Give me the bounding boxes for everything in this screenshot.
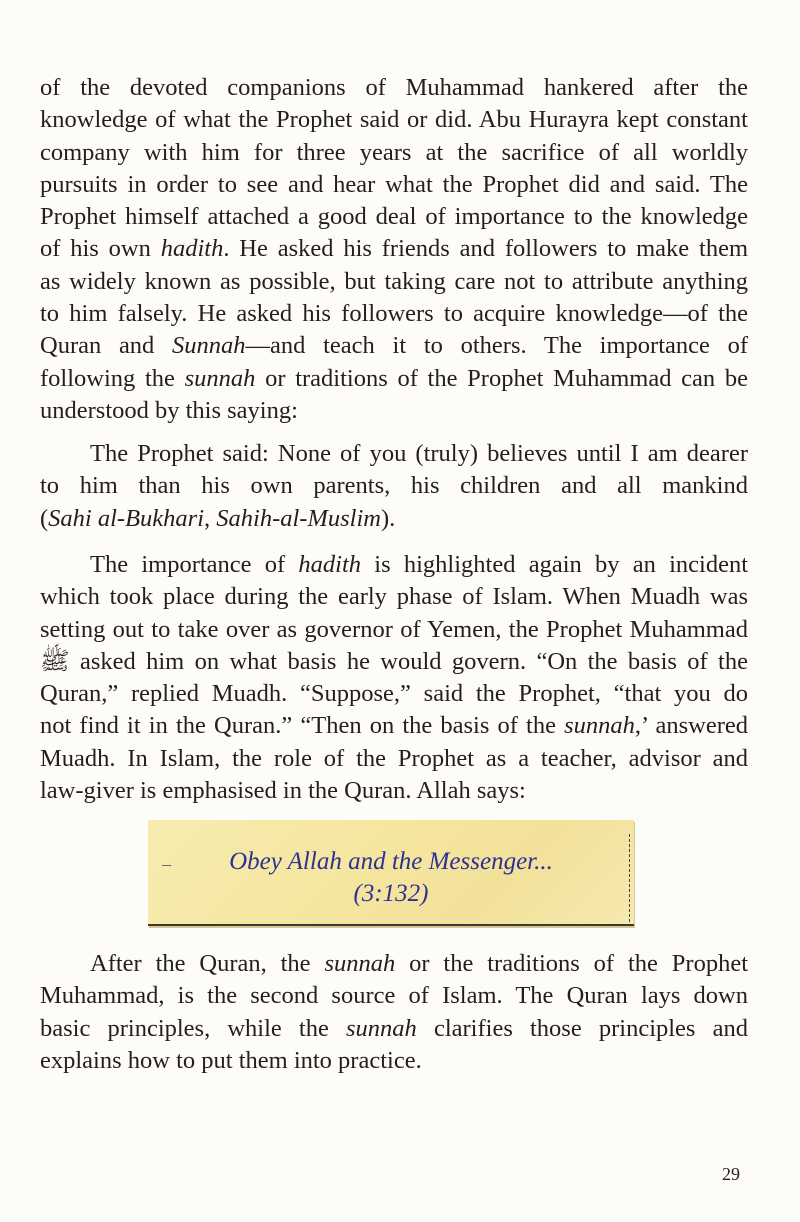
text-segment: clarifies those principles and xyxy=(416,1014,748,1042)
italic-term: sunnah xyxy=(564,712,635,740)
text-line xyxy=(40,72,748,104)
text-segment: Muadh. In Islam, the role of the Prophet as a teacher, advisor and xyxy=(40,744,748,772)
text-segment: or traditions of the Prophet Muhammad can be xyxy=(255,364,748,392)
text-line xyxy=(40,549,748,581)
text-line xyxy=(40,395,748,427)
italic-term: hadith xyxy=(160,235,224,263)
text-segment: The Prophet said: None of you (truly) believes until I am dearer xyxy=(90,440,748,467)
text-segment: following the xyxy=(40,364,185,392)
text-line xyxy=(40,363,748,395)
paragraph-companions xyxy=(40,72,748,427)
text-line xyxy=(40,298,748,330)
text-line xyxy=(40,266,748,298)
text-line xyxy=(40,104,748,136)
paragraph-muadh-incident xyxy=(40,549,748,807)
text-segment: pursuits in order to see and hear what the Prophet did and said. The xyxy=(40,170,748,198)
text-line xyxy=(40,948,748,980)
text-line xyxy=(40,330,748,362)
quote-dash-mark: – xyxy=(162,854,171,874)
text-segment: not find it in the Quran.” “Then on the basis of the xyxy=(40,712,565,740)
text-segment: basic principles, while the xyxy=(40,1014,347,1042)
torn-edge-decoration xyxy=(627,834,630,922)
text-line xyxy=(40,1045,748,1077)
text-line xyxy=(40,743,748,775)
text-line xyxy=(40,678,748,710)
text-line xyxy=(40,1013,748,1045)
italic-term: sunnah xyxy=(184,364,256,392)
text-line xyxy=(40,470,748,502)
text-segment: to him than his own parents, his children and all mankind xyxy=(40,472,748,500)
text-segment: company with him for three years at the sacrifice of all worldly xyxy=(40,138,748,166)
text-line xyxy=(40,438,748,470)
italic-term: Sahih-al-Muslim xyxy=(216,504,381,532)
text-segment: The importance of xyxy=(90,551,299,578)
text-segment: —and teach it to others. The importance of xyxy=(245,332,748,360)
text-segment: to him falsely. He asked his followers to acquire knowledge—of the xyxy=(40,300,748,328)
text-segment: of his own xyxy=(40,235,161,263)
italic-term: sunnah xyxy=(324,950,396,977)
text-segment: explains how to put them into practice. xyxy=(40,1046,422,1074)
text-line xyxy=(40,581,748,613)
text-segment: knowledge of what the Prophet said or did. Abu Hurayra kept constant xyxy=(40,106,748,134)
text-segment: or the traditions of the Prophet xyxy=(395,950,748,977)
text-segment: , xyxy=(204,504,217,532)
text-segment: Quran and xyxy=(40,332,173,360)
text-segment: setting out to take over as governor of Yemen, the Prophet Muhammad xyxy=(40,615,748,643)
text-line xyxy=(40,710,748,742)
text-line xyxy=(40,646,748,678)
quran-quote-box xyxy=(148,820,634,926)
quote-citation: (3:132) xyxy=(353,880,429,907)
text-line xyxy=(40,775,748,807)
text-segment: is highlighted again by an incident xyxy=(361,551,749,578)
text-line xyxy=(40,503,748,535)
text-segment: ( xyxy=(40,504,49,532)
italic-term: sunnah xyxy=(346,1014,417,1042)
text-segment: ,’ answered xyxy=(634,712,748,740)
italic-term: Sunnah xyxy=(172,332,246,360)
text-segment: After the Quran, the xyxy=(90,950,325,977)
paragraph-prophet-saying xyxy=(40,438,748,535)
quote-line-text: Obey Allah and the Messenger... xyxy=(229,848,553,875)
text-segment: of the devoted companions of Muhammad hankered after the xyxy=(40,74,748,101)
text-line xyxy=(40,201,748,233)
italic-term: hadith xyxy=(298,551,362,578)
quran-quote xyxy=(148,846,634,910)
text-line xyxy=(40,614,748,646)
text-segment: which took place during the early phase of Islam. When Muadh was xyxy=(40,583,748,611)
text-segment: Muhammad, is the second source of Islam. The Quran lays down xyxy=(40,982,748,1010)
text-segment: ). xyxy=(380,504,396,532)
page-number: 29 xyxy=(722,1164,740,1184)
text-segment: ﷺ asked him on what basis he would govern. “On the basis of the xyxy=(40,647,748,675)
text-segment: . He asked his friends and followers to make them xyxy=(223,235,748,263)
text-segment: as widely known as possible, but taking care not to attribute anything xyxy=(40,267,748,295)
text-line xyxy=(40,169,748,201)
text-line xyxy=(40,137,748,169)
italic-term: Sahi al-Bukhari xyxy=(48,504,205,532)
text-segment: Prophet himself attached a good deal of importance to the knowledge xyxy=(40,203,748,231)
text-segment: Quran,” replied Muadh. “Suppose,” said the Prophet, “that you do xyxy=(40,680,748,708)
text-segment: law-giver is emphasised in the Quran. Allah says: xyxy=(40,777,526,805)
text-line xyxy=(40,980,748,1012)
text-segment: understood by this saying: xyxy=(40,396,298,424)
paragraph-sunnah-source xyxy=(40,948,748,1077)
text-line xyxy=(40,233,748,265)
